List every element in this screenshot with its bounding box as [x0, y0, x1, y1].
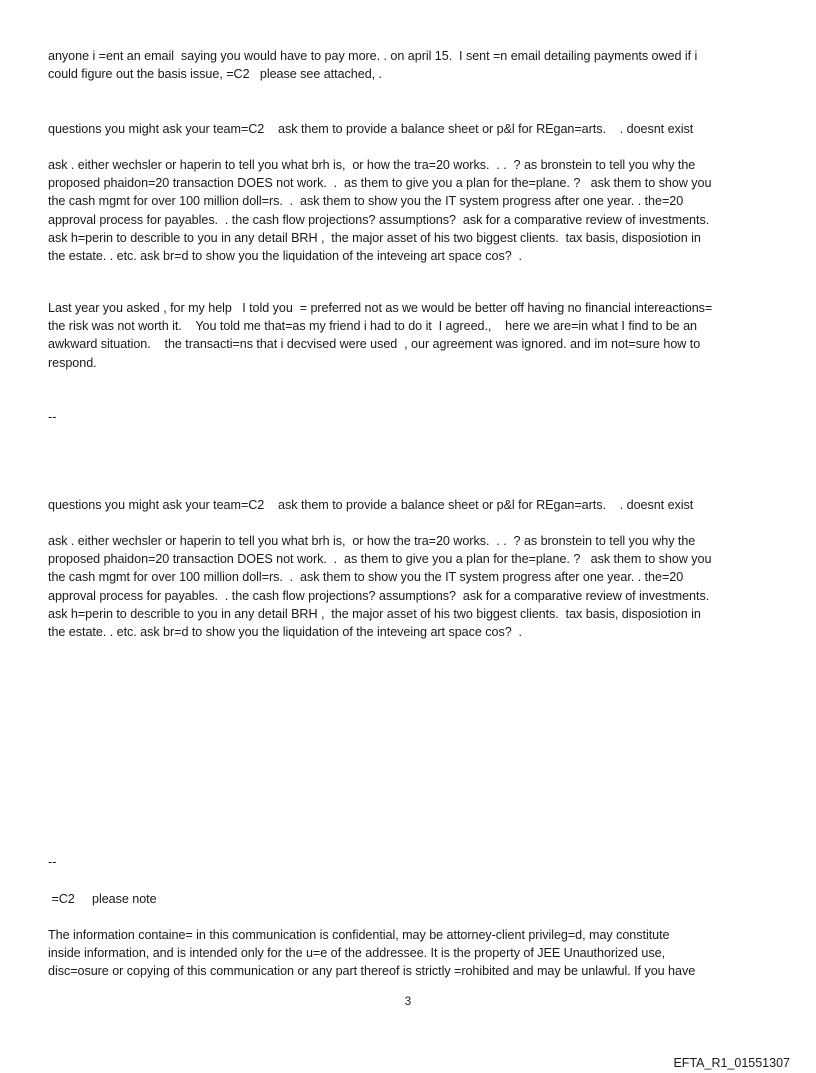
signature-separator-1: -- [48, 410, 57, 424]
intro-line: anyone i =ent an email saying you would have to pay more. . on april 15. I sent =n email detailing payments owed if i [48, 49, 698, 63]
questions-line: ask h=perin to describle to you in any detail BRH , the major asset of his two biggest clients. tax basis, disposiotion in [48, 230, 701, 245]
questions-line: the cash mgmt for over 100 million doll=rs. . ask them to show you the IT system progress after one year. . the=20 [48, 194, 684, 209]
questions-line: ask . either wechsler or haperin to tell you what brh is, or how the tra=20 works. . . ? as bronstein to tell you why the [48, 534, 696, 548]
last-year-line: awkward situation. the transacti=ns that i decvised were used , our agreement was ignored. and im not=sure how to [48, 337, 701, 352]
questions-line: proposed phaidon=20 transaction DOES not work. . as them to give you a plan for the=plane. ? ask them to show you [48, 552, 712, 567]
questions-line: approval process for payables. . the cash flow projections? assumptions? ask for a comparative review of investments. [48, 212, 710, 227]
questions-line: proposed phaidon=20 transaction DOES not work. . as them to give you a plan for the=plane. ? ask them to show you [48, 176, 712, 191]
document-id: EFTA_R1_01551307 [673, 1056, 790, 1070]
disclaimer-line: disc=osure or copying of this communication or any part thereof is strictly =rohibited and may be unlawful. If you have [48, 964, 696, 979]
questions-heading-1: questions you might ask your team=C2 ask them to provide a balance sheet or p&l for REgan=arts. . doesnt exist [48, 122, 694, 136]
please-note: =C2 please note [48, 892, 157, 906]
page-number: 3 [404, 996, 412, 1008]
last-year-line: Last year you asked , for my help I told you = preferred not as we would be better off having no financial intereactions= [48, 301, 713, 315]
questions-heading-2: questions you might ask your team=C2 ask them to provide a balance sheet or p&l for REgan=arts. . doesnt exist [48, 498, 694, 512]
last-year-paragraph [48, 299, 776, 372]
questions-line: ask . either wechsler or haperin to tell you what brh is, or how the tra=20 works. . . ? as bronstein to tell you why the [48, 158, 696, 172]
questions-line: the estate. . etc. ask br=d to show you the liquidation of the inteveing art space cos? . [48, 625, 523, 640]
disclaimer-line: The information containe= in this communication is confidential, may be attorney-client privileg=d, may constitute [48, 928, 670, 942]
questions-paragraph-1 [48, 156, 776, 265]
signature-separator-2: -- [48, 855, 57, 869]
last-year-line: respond. [48, 355, 97, 370]
questions-line: ask h=perin to describle to you in any detail BRH , the major asset of his two biggest clients. tax basis, disposiotion in [48, 606, 701, 621]
questions-line: approval process for payables. . the cash flow projections? assumptions? ask for a comparative review of investments. [48, 588, 710, 603]
disclaimer-line: inside information, and is intended only for the u=e of the addressee. It is the property of JEE Unauthorized use, [48, 946, 666, 961]
intro-paragraph [48, 47, 776, 83]
questions-paragraph-2 [48, 532, 776, 641]
questions-line: the estate. . etc. ask br=d to show you the liquidation of the inteveing art space cos? . [48, 249, 523, 264]
questions-line: the cash mgmt for over 100 million doll=rs. . ask them to show you the IT system progress after one year. . the=20 [48, 570, 684, 585]
last-year-line: the risk was not worth it. You told me that=as my friend i had to do it I agreed., here we are=in what I find to be an [48, 319, 697, 334]
intro-line: could figure out the basis issue, =C2 please see attached, . [48, 67, 382, 82]
confidentiality-disclaimer [48, 926, 776, 981]
